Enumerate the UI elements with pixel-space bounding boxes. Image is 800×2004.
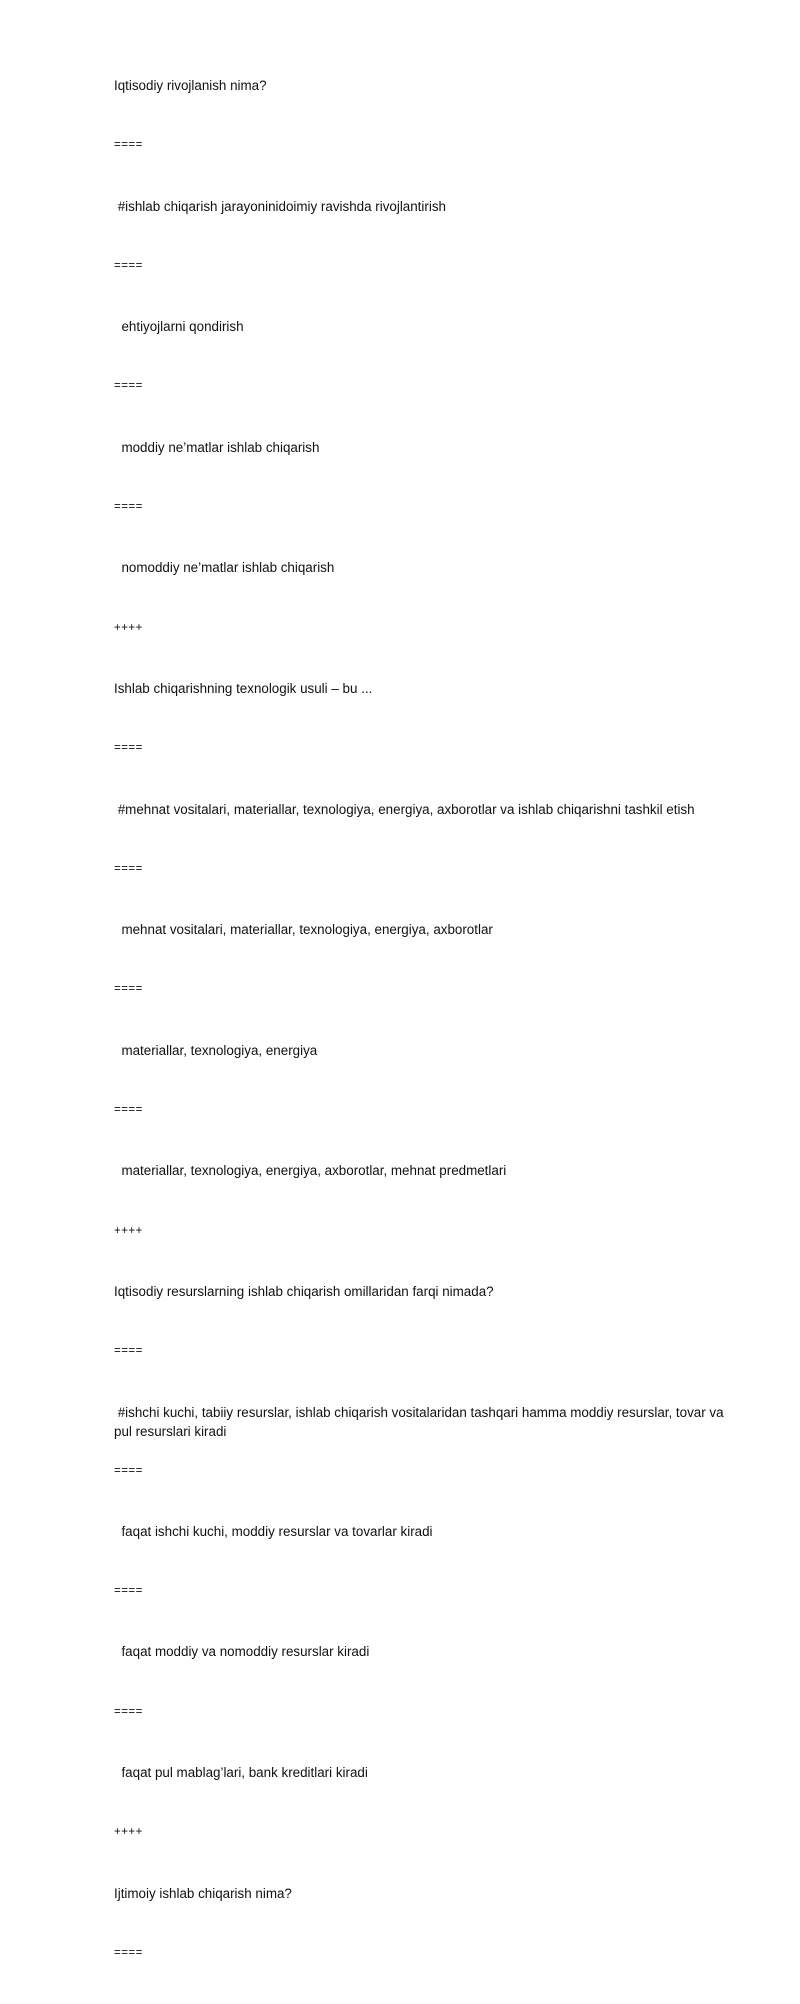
- question-text: Ijtimoiy ishlab chiqarish nima?: [114, 1885, 292, 1901]
- separator: ====: [114, 501, 143, 514]
- separator: ====: [114, 1345, 143, 1358]
- separator: ====: [114, 1705, 143, 1718]
- answer-option: materiallar, texnologiya, energiya: [114, 1042, 318, 1058]
- question-separator: ++++: [114, 1826, 143, 1839]
- separator: ====: [114, 139, 143, 152]
- question-text: Iqtisodiy resurslarning ishlab chiqarish omillaridan farqi nimada?: [114, 1283, 494, 1299]
- separator: ====: [114, 380, 143, 393]
- answer-option: ehtiyojlarni qondirish: [114, 319, 244, 335]
- question-text: Iqtisodiy rivojlanish nima?: [114, 78, 267, 93]
- answer-option: materiallar, texnologiya, energiya, axborotlar, mehnat predmetlari: [114, 1163, 507, 1179]
- answer-option: mehnat vositalari, materiallar, texnologiya, energiya, axborotlar: [114, 922, 493, 938]
- answer-option: faqat moddiy va nomoddiy resurslar kiradi: [114, 1644, 370, 1660]
- answer-option: moddiy ne’matlar ishlab chiqarish: [114, 439, 320, 455]
- separator: ====: [114, 862, 143, 875]
- question-text: Ishlab chiqarishning texnologik usuli – bu ...: [114, 680, 373, 696]
- answer-option: #ishchi kuchi, tabiiy resurslar, ishlab chiqarish vositalaridan tashqari hamma moddiy resurslar, tovar va pul resurslari kiradi: [114, 1404, 728, 1439]
- answer-option: #mehnat vositalari, materiallar, texnologiya, energiya, axborotlar va ishlab chiqarishni tashkil etish: [114, 801, 695, 817]
- separator: ====: [114, 1104, 143, 1117]
- separator: ====: [114, 1464, 143, 1477]
- answer-option: nomoddiy ne’matlar ishlab chiqarish: [114, 560, 335, 576]
- separator: ====: [114, 1585, 143, 1598]
- separator: ====: [114, 983, 143, 996]
- question-separator: ++++: [114, 1224, 143, 1237]
- separator: ====: [114, 259, 143, 272]
- question-separator: ++++: [114, 621, 143, 634]
- separator: ====: [114, 1946, 143, 1959]
- answer-option: #ishlab chiqarish jarayoninidoimiy ravishda rivojlantirish: [114, 198, 446, 214]
- answer-option: faqat pul mablag’lari, bank kreditlari kiradi: [114, 1765, 368, 1781]
- document-body: [114, 76, 740, 2004]
- separator: ====: [114, 742, 143, 755]
- answer-option: faqat ishchi kuchi, moddiy resurslar va tovarlar kiradi: [114, 1523, 433, 1539]
